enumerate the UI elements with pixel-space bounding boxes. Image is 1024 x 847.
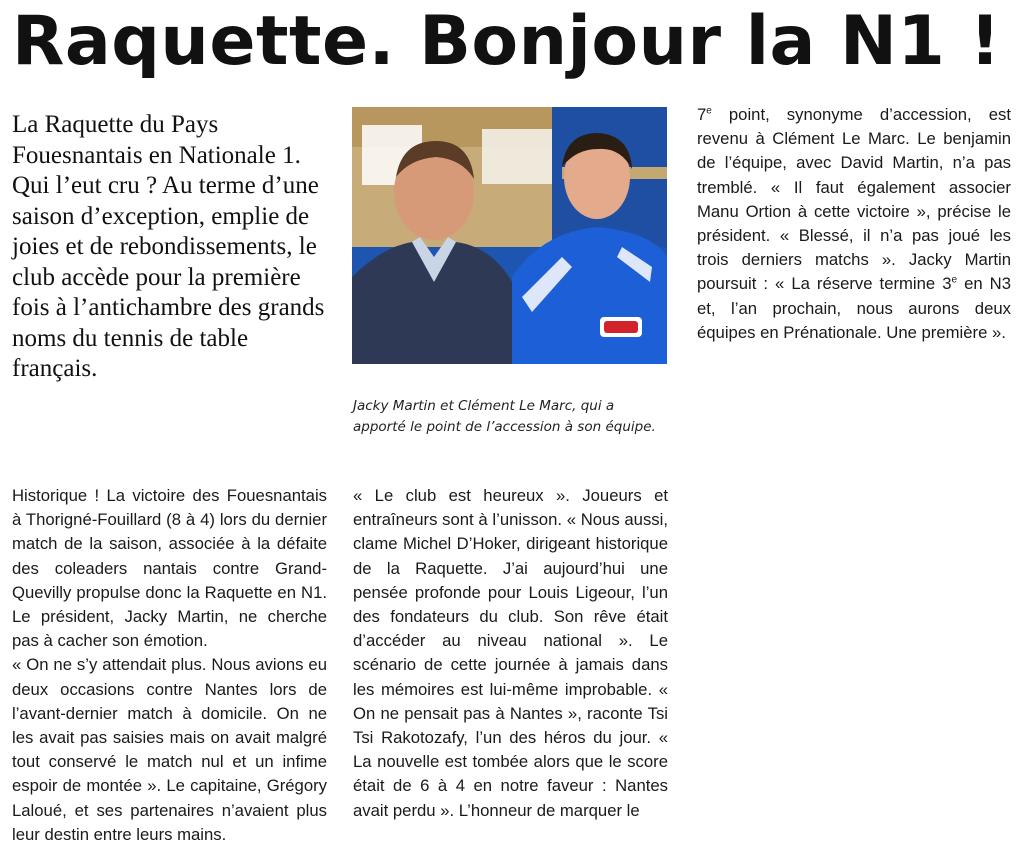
headline: Raquette. Bonjour la N1 ! (12, 2, 1001, 81)
photo-caption: Jacky Martin et Clément Le Marc, qui a apporté le point de l’accession à son équipe. (353, 398, 656, 435)
body-text: point, synonyme d’accession, est revenu à Clément Le Marc. Le benjamin de l’équipe, avec David Martin, n’a pas tremblé. « Il faut également associer Manu Ortion à cette victoire », précise le président. « Blessé, il n’a pas joué les trois derniers matchs ». Jacky Martin poursuit : « La réserve termine (697, 105, 1011, 294)
body-paragraph (697, 103, 1011, 345)
body-text: en N3 et, l’an prochain, nous aurons deux équipes en Prénationale. Une première ». (697, 274, 1011, 342)
body-paragraph: Historique ! La victoire des Fouesnantais à Thorigné-Fouillard (8 à 4) lors du dernier match de la saison, associée à la défaite des coleaders nantais contre Grand-Quevilly propulse donc la Raquette en N1. Le président, Jacky Martin, ne cherche pas à cacher son émotion. (12, 486, 327, 651)
body-column-2 (353, 484, 668, 823)
body-paragraph: « Le club est heureux ». Joueurs et entraîneurs sont à l’unisson. « Nous aussi, clame Michel D’Hoker, dirigeant historique de la Raquette. J’ai aujourd’hui une pensée profonde pour Louis Ligeour, l’un des fondateurs du club. Son rêve était d’accéder au niveau national ». Le scénario de cette journée à jamais dans les mémoires est lui-même improbable. « On ne pensait pas à Nantes », raconte Tsi Tsi Rakotozafy, l’un des héros du jour. « La nouvelle est tombée alors que le score était de 6 à 4 en notre faveur : Nantes avait perdu ». L’honneur de marquer le (353, 486, 668, 820)
ordinal-suffix: e (706, 105, 712, 117)
ordinal-number: 3 (942, 274, 952, 294)
body-paragraph: « On ne s’y attendait plus. Nous avions eu deux occasions contre Nantes lors de l’avant-dernier match à domicile. On ne les avait pas saisies mais on avait malgré tout conservé le match nul et un infime espoir de montée ». Le capitaine, Grégory Laloué, et ses partenaires n’avaient plus leur destin entre leurs mains. (12, 655, 327, 844)
photo-illustration (352, 107, 667, 364)
lead-paragraph (12, 110, 332, 385)
ordinal-number: 7 (697, 105, 707, 124)
body-column-3 (697, 103, 1011, 345)
article-photo (352, 107, 667, 364)
ordinal-suffix: e (951, 274, 958, 286)
lead-text: La Raquette du Pays Fouesnantais en Nationale 1. Qui l’eut cru ? Au terme d’une saison d’exception, emplie de joies et de rebondissements, le club accède pour la première fois à l’antichambre des grands noms du tennis de table français. (12, 111, 325, 382)
body-column-1 (12, 484, 327, 847)
